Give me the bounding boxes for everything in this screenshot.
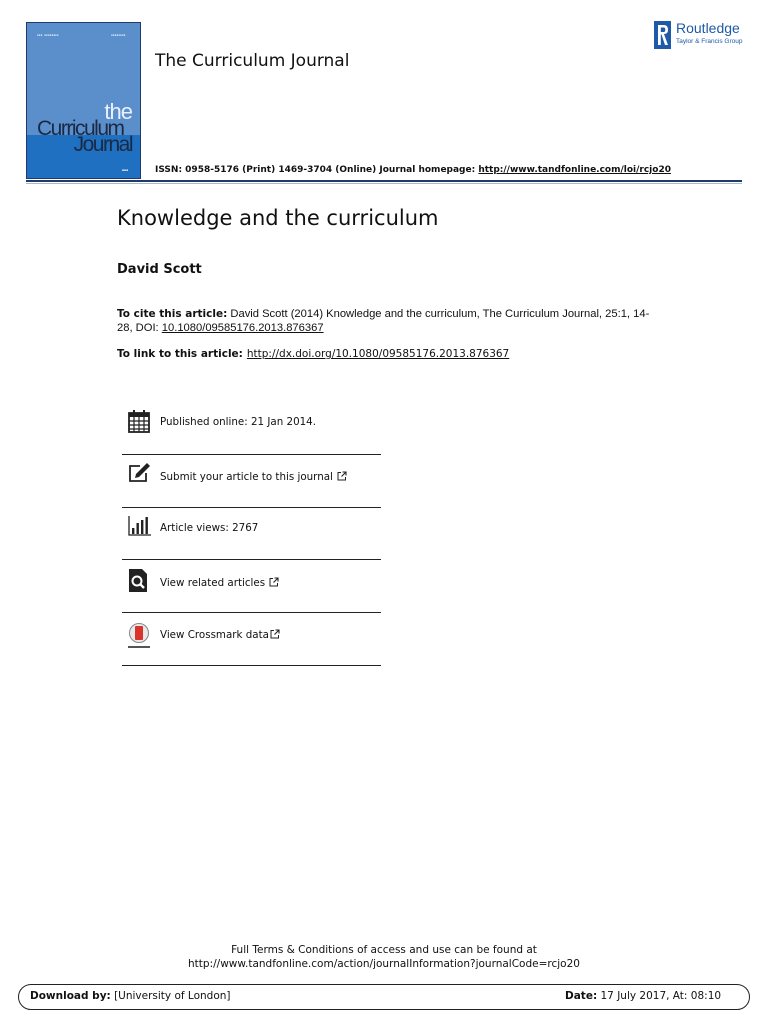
terms-line-1: Full Terms & Conditions of access and use can be found at [231, 944, 537, 956]
cover-tiny-text: ▪▪▪▪▪▪▪▪ [111, 33, 126, 37]
issn-text: ISSN: 0958-5176 (Print) 1469-3704 (Online) Journal homepage: [155, 165, 479, 175]
download-label: Download by: [30, 990, 111, 1002]
row-divider [122, 612, 381, 613]
header-divider [26, 180, 742, 182]
publisher-name: Routledge [676, 20, 740, 36]
cite-label: To cite this article: [117, 308, 228, 320]
header-divider-shadow [26, 183, 742, 184]
article-author: David Scott [117, 262, 202, 277]
related-articles-label: View related articles [160, 577, 266, 589]
link-label: To link to this article: [117, 348, 243, 360]
cite-doi-link[interactable]: 10.1080/09585176.2013.876367 [161, 321, 324, 334]
external-link-icon [269, 577, 279, 587]
journal-homepage-link[interactable]: http://www.tandfonline.com/loi/rcjo20 [478, 165, 671, 175]
journal-title: The Curriculum Journal [155, 51, 350, 71]
date-label: Date: [565, 990, 598, 1002]
row-divider [122, 665, 381, 666]
calendar-icon [127, 409, 151, 433]
bar-chart-icon [127, 514, 151, 538]
issn-line [155, 165, 671, 175]
related-articles-link[interactable] [160, 577, 279, 589]
cover-tiny-text: ▪▪▪ ▪▪▪▪▪▪▪▪ [37, 33, 59, 37]
submit-article-link[interactable] [160, 471, 347, 483]
edit-icon [127, 461, 151, 485]
download-value: [University of London] [110, 990, 231, 1002]
routledge-logo-icon [654, 21, 671, 49]
row-divider [122, 559, 381, 560]
terms-and-conditions [0, 943, 768, 971]
download-date [565, 990, 721, 1002]
row-divider [122, 454, 381, 455]
cover-title-the: the [104, 99, 132, 124]
crossmark-label: View Crossmark data [160, 629, 269, 641]
external-link-icon [270, 629, 280, 639]
link-to-article [117, 347, 509, 360]
cover-title-curriculum: Curriculum [37, 117, 124, 140]
publisher-subtitle: Taylor & Francis Group [676, 38, 743, 45]
citation-block [117, 308, 657, 335]
date-value: 17 July 2017, At: 08:10 [597, 990, 722, 1002]
cover-publisher-mark: ▪▪▪ [121, 168, 128, 172]
published-online: Published online: 21 Jan 2014. [160, 416, 316, 428]
crossmark-icon [125, 622, 153, 650]
submit-article-label: Submit your article to this journal [160, 471, 333, 483]
cover-title-journal: Journal [73, 133, 132, 156]
external-link-icon [337, 471, 347, 481]
journal-cover-image [26, 22, 141, 179]
download-info [30, 990, 231, 1002]
related-articles-icon [127, 568, 151, 592]
terms-url[interactable]: http://www.tandfonline.com/action/journalInformation?journalCode=rcjo20 [188, 958, 580, 970]
cite-text: David Scott (2014) Knowledge and the curriculum, The Curriculum Journal, 25:1, 14-28, DOI: [117, 308, 650, 334]
article-title: Knowledge and the curriculum [117, 206, 439, 230]
row-divider [122, 507, 381, 508]
article-doi-url[interactable]: http://dx.doi.org/10.1080/09585176.2013.876367 [246, 348, 510, 360]
article-views: Article views: 2767 [160, 522, 259, 534]
crossmark-link[interactable] [160, 629, 280, 641]
